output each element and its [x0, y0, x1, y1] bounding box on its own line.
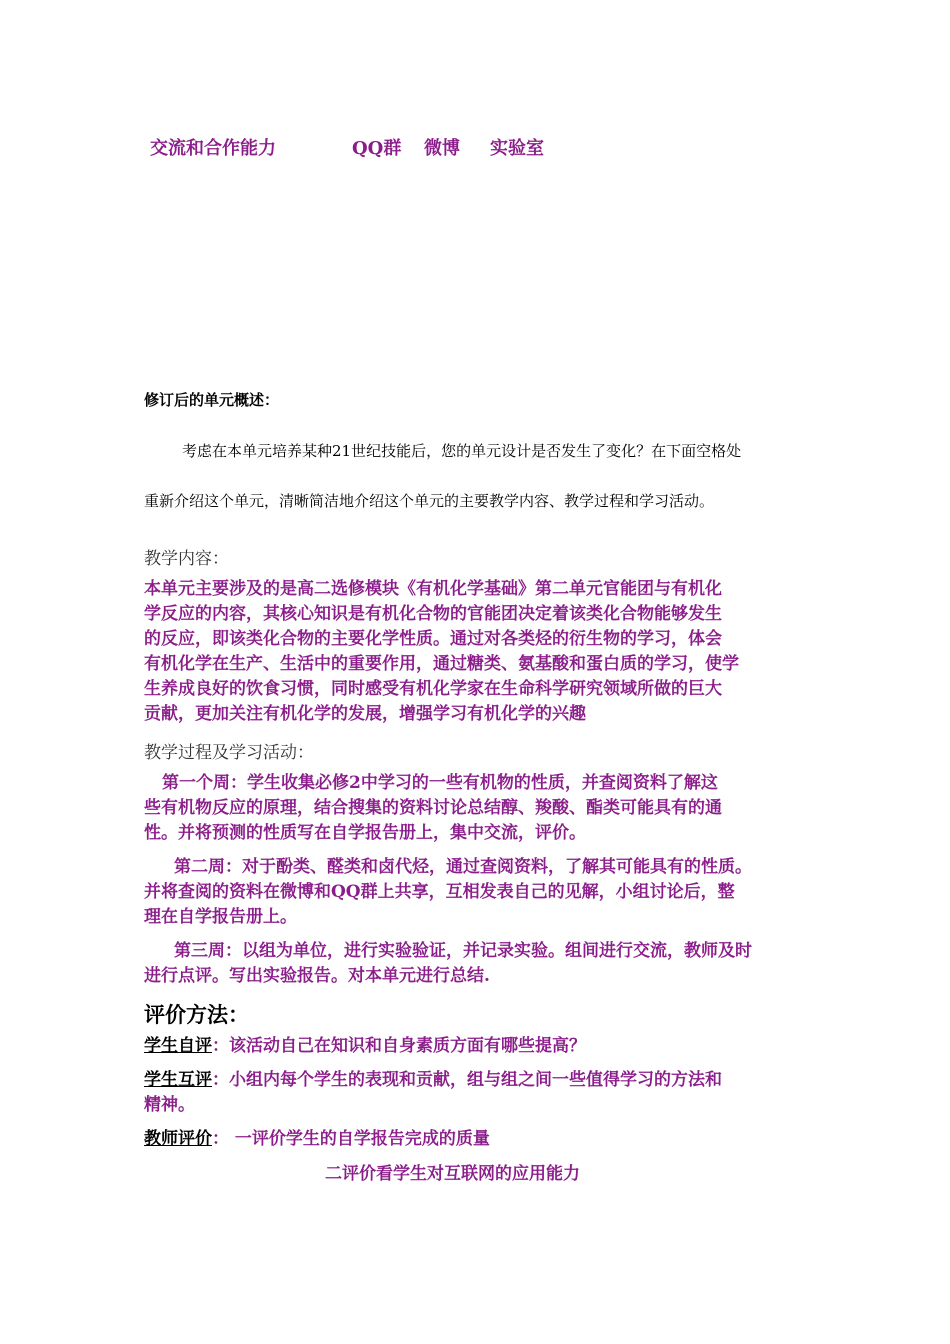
week1-paragraph: [144, 771, 804, 846]
tool-qq-group: QQ群: [352, 138, 402, 159]
skill-label: 交流和合作能力: [150, 138, 276, 159]
content-line: 本单元主要涉及的是高二选修模块《有机化学基础》第二单元官能团与有机化: [144, 579, 722, 599]
tool-weibo: 微博: [424, 138, 460, 159]
content-line: 学反应的内容，其核心知识是有机化合物的官能团决定着该类化合物能够发生: [144, 604, 722, 624]
self-evaluation: [144, 1034, 586, 1059]
content-label: 教学内容：: [144, 549, 229, 569]
week1-line: 些有机物反应的原理，结合搜集的资料讨论总结醇、羧酸、酯类可能具有的通: [144, 798, 722, 818]
peer-eval-text-cont: 精神。: [144, 1095, 195, 1115]
week1-line: 性。并将预测的性质写在自学报告册上，集中交流，评价。: [144, 823, 586, 843]
self-eval-label: 学生自评: [144, 1036, 212, 1056]
week3-line: 第三周：以组为单位，进行实验验证，并记录实验。组间进行交流，教师及时: [174, 941, 752, 961]
teacher-evaluation-cont: [325, 1162, 580, 1187]
teacher-evaluation: [144, 1127, 490, 1152]
instruction-line-1: 考虑在本单元培养某种21世纪技能后，您的单元设计是否发生了变化？在下面空格处: [182, 442, 742, 460]
self-eval-text: ：该活动自己在知识和自身素质方面有哪些提高？: [212, 1036, 586, 1056]
peer-eval-label: 学生互评: [144, 1070, 212, 1090]
process-label: 教学过程及学习活动：: [144, 743, 314, 763]
week2-line: 并将查阅的资料在微博和QQ群上共享，互相发表自己的见解，小组讨论后，整: [144, 882, 735, 902]
overview-title: 修订后的单元概述：: [144, 391, 280, 409]
peer-evaluation: [144, 1068, 722, 1093]
peer-eval-text: ：小组内每个学生的表现和贡献，组与组之间一些值得学习的方法和: [212, 1070, 722, 1090]
content-line: 贡献，更加关注有机化学的发展，增强学习有机化学的兴趣: [144, 704, 586, 724]
evaluation-title: 评价方法：: [144, 1002, 249, 1027]
content-line: 生养成良好的饮食习惯，同时感受有机化学家在生命科学研究领域所做的巨大: [144, 679, 722, 699]
week2-paragraph: [144, 855, 804, 930]
teacher-eval-text-cont: 二评价看学生对互联网的应用能力: [325, 1164, 580, 1184]
instruction-line-2: 重新介绍这个单元，清晰简洁地介绍这个单元的主要教学内容、教学过程和学习活动。: [144, 492, 715, 510]
week3-paragraph: [144, 939, 804, 989]
week1-line: 第一个周：学生收集必修2中学习的一些有机物的性质，并查阅资料了解这: [162, 773, 718, 793]
week2-line: 理在自学报告册上。: [144, 907, 297, 927]
week3-line: 进行点评。写出实验报告。对本单元进行总结.: [144, 966, 490, 986]
peer-evaluation-cont: [144, 1093, 195, 1118]
content-paragraph: [144, 577, 804, 727]
teacher-eval-text: ： 一评价学生的自学报告完成的质量: [212, 1129, 490, 1149]
teacher-eval-label: 教师评价: [144, 1129, 212, 1149]
tool-lab: 实验室: [490, 138, 544, 159]
content-line: 有机化学在生产、生活中的重要作用，通过糖类、氨基酸和蛋白质的学习，使学: [144, 654, 739, 674]
content-line: 的反应，即该类化合物的主要化学性质。通过对各类烃的衍生物的学习，体会: [144, 629, 722, 649]
week2-line: 第二周：对于酚类、醛类和卤代烃，通过查阅资料，了解其可能具有的性质。: [174, 857, 752, 877]
